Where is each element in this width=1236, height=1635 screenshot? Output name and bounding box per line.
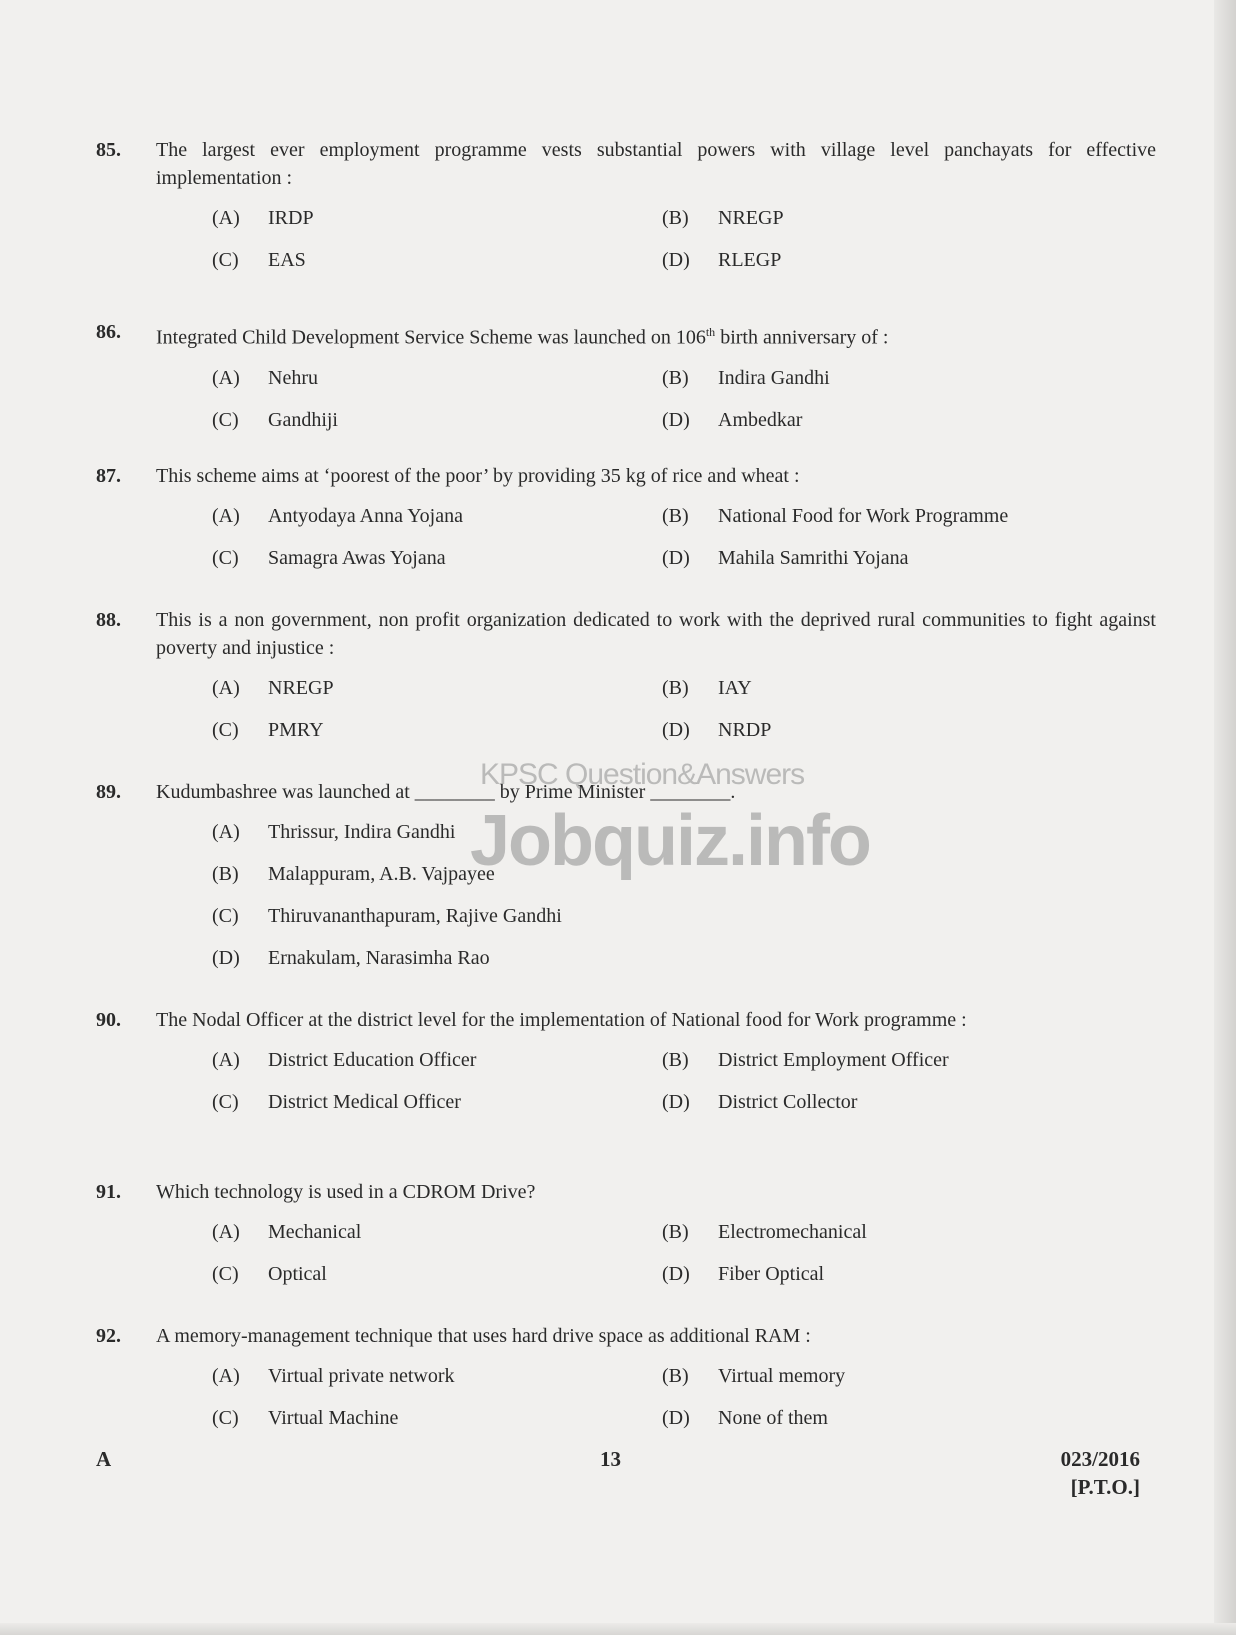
question-number: 85. [96, 139, 121, 161]
option-b: (B) NREGP [662, 207, 784, 229]
question-number: 92. [96, 1325, 121, 1347]
option-c: (C) Optical [212, 1263, 327, 1285]
option-c: (C) Thiruvananthapuram, Rajive Gandhi [212, 905, 562, 927]
question-text: The Nodal Officer at the district level for the implementation of National food for Work programme : [156, 1009, 967, 1031]
watermark-line2: Jobquiz.info [470, 801, 870, 881]
option-d: (D) Ambedkar [662, 408, 803, 431]
option-b: (B) District Employment Officer [662, 1049, 949, 1071]
option-c: (C) District Medical Officer [212, 1091, 461, 1113]
question-87 [96, 462, 1156, 586]
page-number: 13 [600, 1447, 621, 1471]
scan-edge [0, 1623, 1236, 1635]
options [212, 204, 1092, 288]
options [212, 502, 1092, 586]
option-a: (A) NREGP [212, 677, 334, 699]
question-text: The largest ever employment programme vests substantial powers with village level panchayats for effective implementation : [156, 139, 1156, 189]
option-a: (A) IRDP [212, 207, 314, 229]
question-number: 88. [96, 609, 121, 631]
question-text: Integrated Child Development Service Scheme was launched on 106th birth anniversary of : [156, 325, 889, 349]
option-b: (B) Virtual memory [662, 1365, 846, 1387]
paper-code: 023/2016 [1060, 1447, 1140, 1471]
option-c: (C) Gandhiji [212, 408, 338, 431]
option-b: (B) National Food for Work Programme [662, 505, 1009, 527]
question-text: Kudumbashree was launched at ________ by Prime Minister ________. [156, 781, 736, 803]
option-a: (A) Mechanical [212, 1221, 362, 1243]
options [212, 1362, 1092, 1446]
option-a: (A) Thrissur, Indira Gandhi [212, 821, 456, 843]
option-a: (A) District Education Officer [212, 1049, 477, 1071]
options [212, 674, 1092, 758]
option-d: (D) RLEGP [662, 249, 782, 271]
option-d: (D) Ernakulam, Narasimha Rao [212, 947, 490, 969]
option-d: (D) None of them [662, 1407, 828, 1429]
question-92 [96, 1322, 1156, 1446]
question-text: A memory-management technique that uses hard drive space as additional RAM : [156, 1325, 811, 1347]
question-number: 86. [96, 321, 121, 343]
option-d: (D) Mahila Samrithi Yojana [662, 547, 909, 569]
option-b: (B) Electromechanical [662, 1221, 867, 1243]
option-b: (B) Malappuram, A.B. Vajpayee [212, 863, 495, 885]
option-a: (A) Virtual private network [212, 1365, 455, 1387]
option-d: (D) NRDP [662, 719, 772, 741]
question-number: 90. [96, 1009, 121, 1031]
question-86 [96, 318, 1156, 448]
question-text: Which technology is used in a CDROM Drive? [156, 1181, 536, 1203]
series-code: A [96, 1447, 112, 1471]
question-90 [96, 1006, 1156, 1130]
option-d: (D) District Collector [662, 1091, 858, 1113]
option-c: (C) PMRY [212, 719, 324, 741]
option-a: (A) Antyodaya Anna Yojana [212, 505, 463, 527]
question-text: This scheme aims at ‘poorest of the poor’ by providing 35 kg of rice and wheat : [156, 465, 800, 487]
option-a: (A) Nehru [212, 366, 318, 389]
scan-edge [1214, 0, 1236, 1635]
question-91 [96, 1178, 1156, 1302]
question-85 [96, 136, 1156, 288]
option-c: (C) Virtual Machine [212, 1407, 399, 1429]
option-b: (B) IAY [662, 677, 752, 699]
pto-marker: [P.T.O.] [1070, 1475, 1140, 1499]
question-88 [96, 606, 1156, 758]
question-number: 91. [96, 1181, 121, 1203]
options [212, 364, 1092, 448]
question-text: This is a non government, non profit organization dedicated to work with the deprived rural communities to fight against poverty and injustice : [156, 609, 1156, 659]
option-c: (C) EAS [212, 249, 306, 271]
option-b: (B) Indira Gandhi [662, 366, 830, 389]
options [212, 1218, 1092, 1302]
question-number: 89. [96, 781, 121, 803]
watermark-line1: KPSC Question&Answers [480, 758, 805, 791]
option-d: (D) Fiber Optical [662, 1263, 825, 1285]
options [212, 1046, 1092, 1130]
option-c: (C) Samagra Awas Yojana [212, 547, 446, 569]
question-number: 87. [96, 465, 121, 487]
